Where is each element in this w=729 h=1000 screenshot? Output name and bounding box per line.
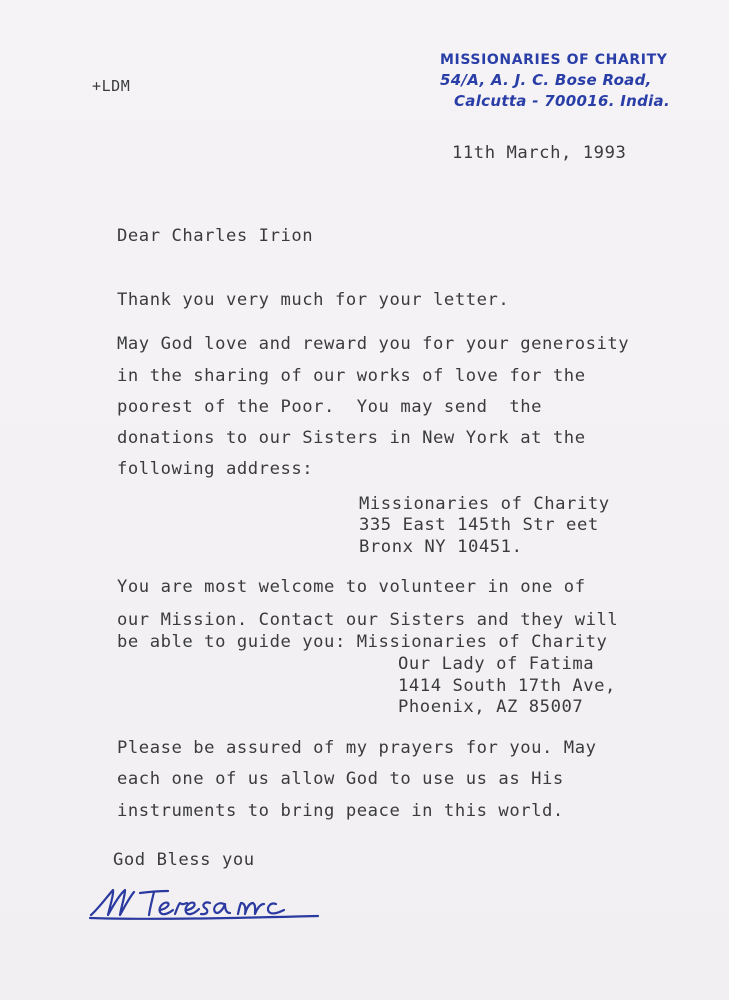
- letterhead-org: MISSIONARIES OF CHARITY: [440, 52, 668, 68]
- address-line: 335 East 145th Str eet: [359, 515, 599, 535]
- paragraph-2-line: poorest of the Poor. You may send the: [117, 397, 543, 417]
- closing: God Bless you: [113, 850, 255, 870]
- paragraph-1: Thank you very much for your letter.: [117, 290, 510, 310]
- paragraph-4-line: Please be assured of my prayers for you. May: [117, 738, 597, 758]
- paragraph-4-line: instruments to bring peace in this world.: [117, 801, 564, 821]
- letterhead-address-line1: 54/A, A. J. C. Bose Road,: [440, 71, 652, 89]
- paragraph-2-line: following address:: [117, 459, 314, 479]
- signature: [88, 882, 378, 934]
- address-line: Our Lady of Fatima: [398, 654, 595, 674]
- paragraph-3-line: be able to guide you: Missionaries of Charity: [117, 632, 608, 652]
- address-line: Phoenix, AZ 85007: [398, 697, 584, 717]
- letterhead-stamp: [440, 52, 690, 110]
- paragraph-4-line: each one of us allow God to use us as His: [117, 769, 564, 789]
- reference-code: +LDM: [92, 77, 131, 95]
- paragraph-2-line: donations to our Sisters in New York at the: [117, 428, 586, 448]
- paragraph-2-line: in the sharing of our works of love for the: [117, 366, 586, 386]
- address-line: Bronx NY 10451.: [359, 537, 523, 557]
- paragraph-3-line: our Mission. Contact our Sisters and they will: [117, 610, 619, 630]
- paragraph-3-line: You are most welcome to volunteer in one of: [117, 577, 586, 597]
- address-line: Missionaries of Charity: [359, 494, 610, 514]
- letter-date: 11th March, 1993: [452, 143, 627, 163]
- letterhead-address-line2: Calcutta - 700016. India.: [454, 92, 670, 110]
- salutation: Dear Charles Irion: [117, 226, 314, 246]
- paragraph-2-line: May God love and reward you for your generosity: [117, 334, 630, 354]
- address-line: 1414 South 17th Ave,: [398, 676, 616, 696]
